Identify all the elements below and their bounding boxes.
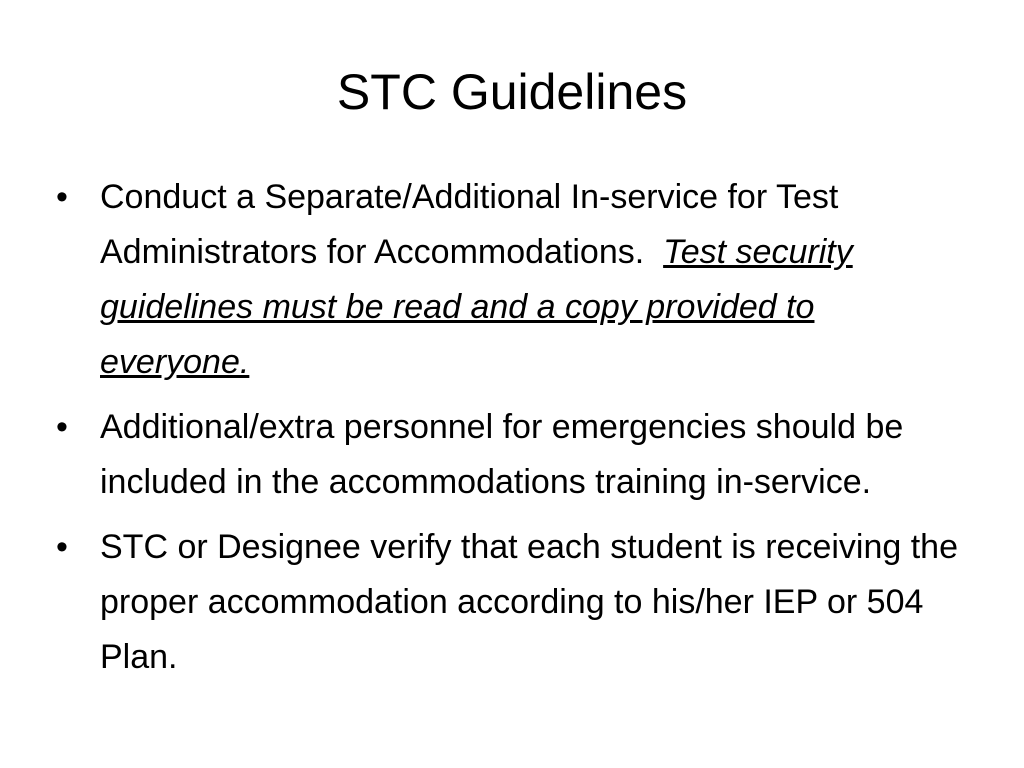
bullet-icon: •: [56, 408, 68, 446]
bullet-emphasis-text: Test security guidelines must be read and a copy provided to everyone.: [100, 233, 853, 381]
bullet-text: STC or Designee verify that each student is receiving the proper accommodation according to his/her IEP or 504 Plan.: [100, 528, 958, 676]
bullet-list: [52, 170, 972, 695]
bullet-item-1: [52, 170, 972, 390]
bullet-icon: •: [56, 528, 68, 566]
bullet-text: Additional/extra personnel for emergencies should be included in the accommodations training in-service.: [100, 408, 904, 501]
bullet-item-3: [52, 520, 972, 685]
slide-title: STC Guidelines: [336, 64, 688, 120]
bullet-text: Conduct a Separate/Additional In-service for Test Administrators for Accommodations.: [100, 178, 839, 271]
bullet-item-2: [52, 400, 972, 510]
bullet-icon: •: [56, 178, 68, 216]
